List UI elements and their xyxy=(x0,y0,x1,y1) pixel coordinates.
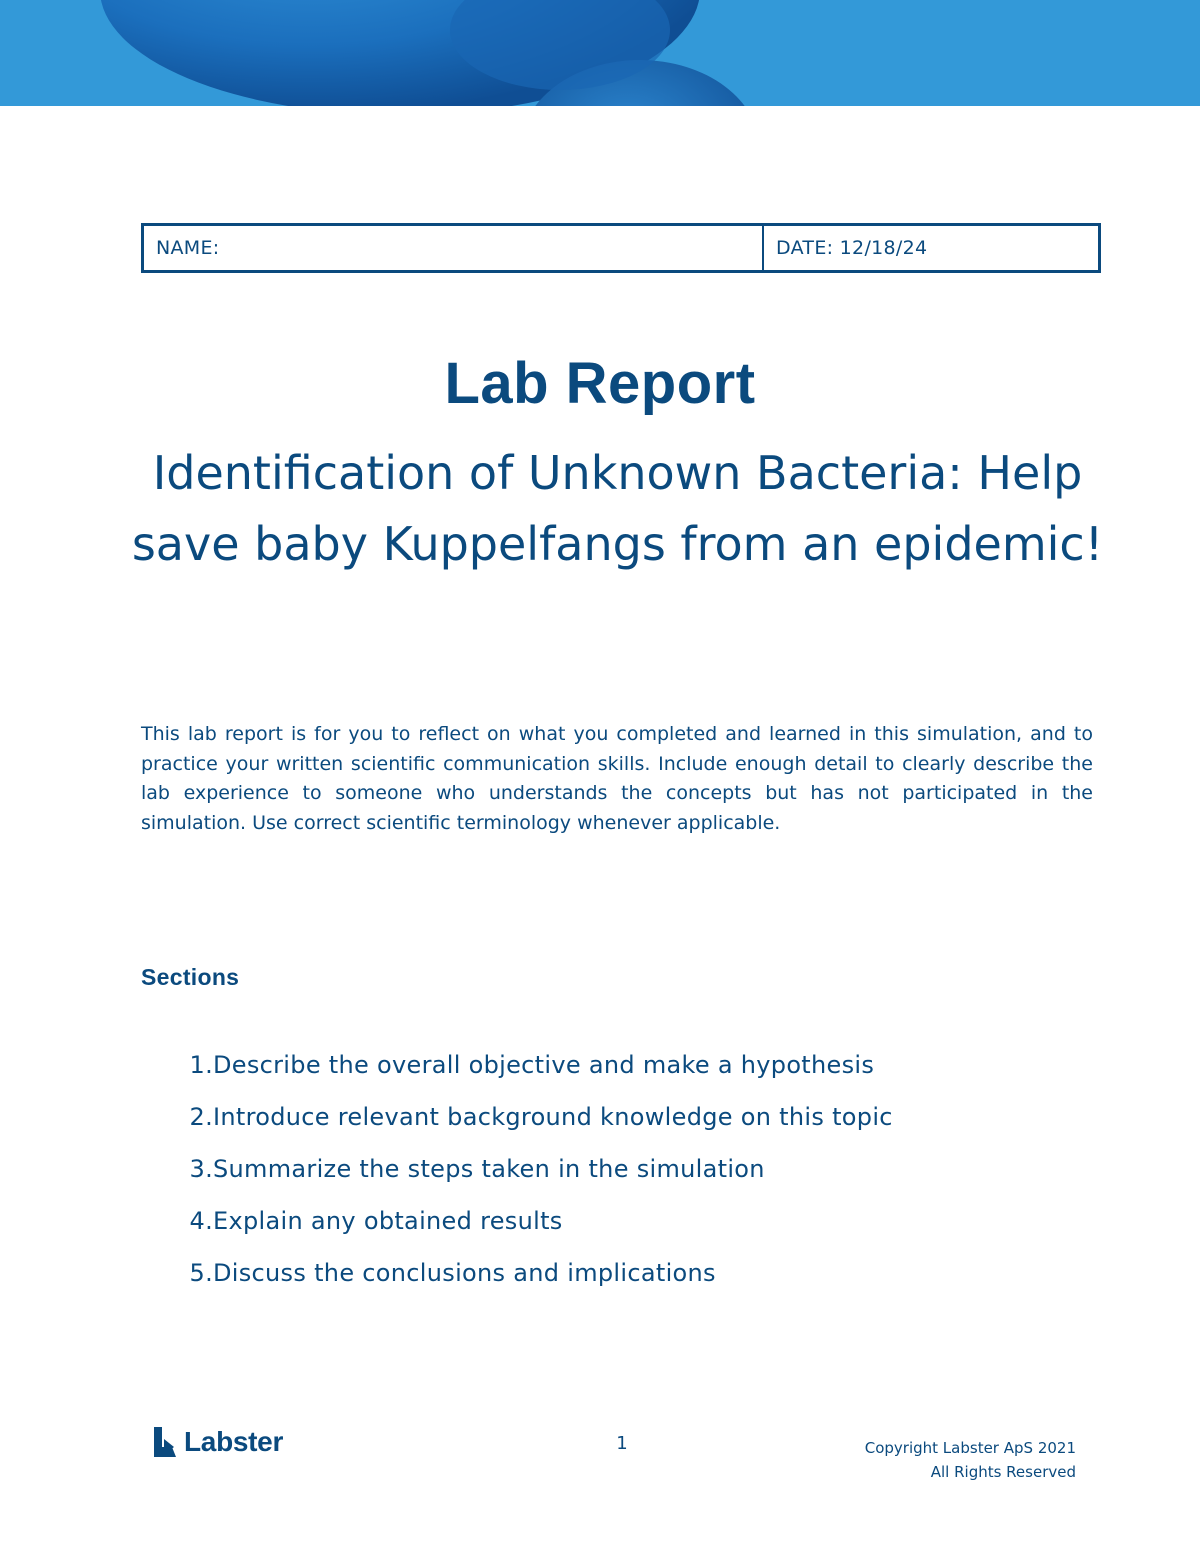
list-item-text: Introduce relevant background knowledge on this topic xyxy=(213,1103,893,1131)
page-title: Lab Report xyxy=(444,351,756,416)
list-item-text: Discuss the conclusions and implications xyxy=(213,1259,716,1287)
page-subtitle: Identification of Unknown Bacteria: Help save baby Kuppelfangs from an epidemic! xyxy=(131,446,1104,571)
list-item xyxy=(141,1046,893,1098)
list-item xyxy=(141,1098,893,1150)
page-number: 1 xyxy=(616,1433,628,1454)
list-item-text: Explain any obtained results xyxy=(213,1207,563,1235)
list-item-text: Summarize the steps taken in the simulation xyxy=(213,1155,765,1183)
header-banner xyxy=(0,0,1200,106)
name-label: NAME: xyxy=(156,237,220,259)
name-field[interactable] xyxy=(144,226,764,270)
copyright-line: Copyright Labster ApS 2021 xyxy=(864,1439,1076,1457)
list-item xyxy=(141,1150,893,1202)
labster-logo-text: Labster xyxy=(184,1426,284,1457)
sections-heading: Sections xyxy=(141,964,240,990)
list-item-number: 3. xyxy=(189,1155,213,1183)
copyright-notice xyxy=(865,1436,1076,1484)
list-item-number: 1. xyxy=(189,1051,213,1079)
rights-line: All Rights Reserved xyxy=(930,1463,1076,1481)
list-item-number: 4. xyxy=(189,1207,213,1235)
date-field[interactable] xyxy=(764,226,1098,270)
labster-logo xyxy=(152,1426,283,1458)
intro-paragraph: This lab report is for you to reflect on what you completed and learned in this simulation, and to practice your written scientific communication skills. Include enough detail to clearly describe the lab experience to someone who understands the concepts but has not participated in the simulation. Use correct scientific terminology whenever applicable. xyxy=(141,723,1093,834)
banner-graphic xyxy=(0,0,1200,106)
list-item-text: Describe the overall objective and make a hypothesis xyxy=(213,1051,875,1079)
list-item-number: 2. xyxy=(189,1103,213,1131)
name-date-table xyxy=(141,223,1101,273)
list-item xyxy=(141,1202,893,1254)
labster-logo-icon xyxy=(152,1427,178,1457)
list-item xyxy=(141,1254,893,1306)
date-label: DATE: 12/18/24 xyxy=(776,237,928,259)
sections-list xyxy=(141,1046,893,1306)
list-item-number: 5. xyxy=(189,1259,213,1287)
